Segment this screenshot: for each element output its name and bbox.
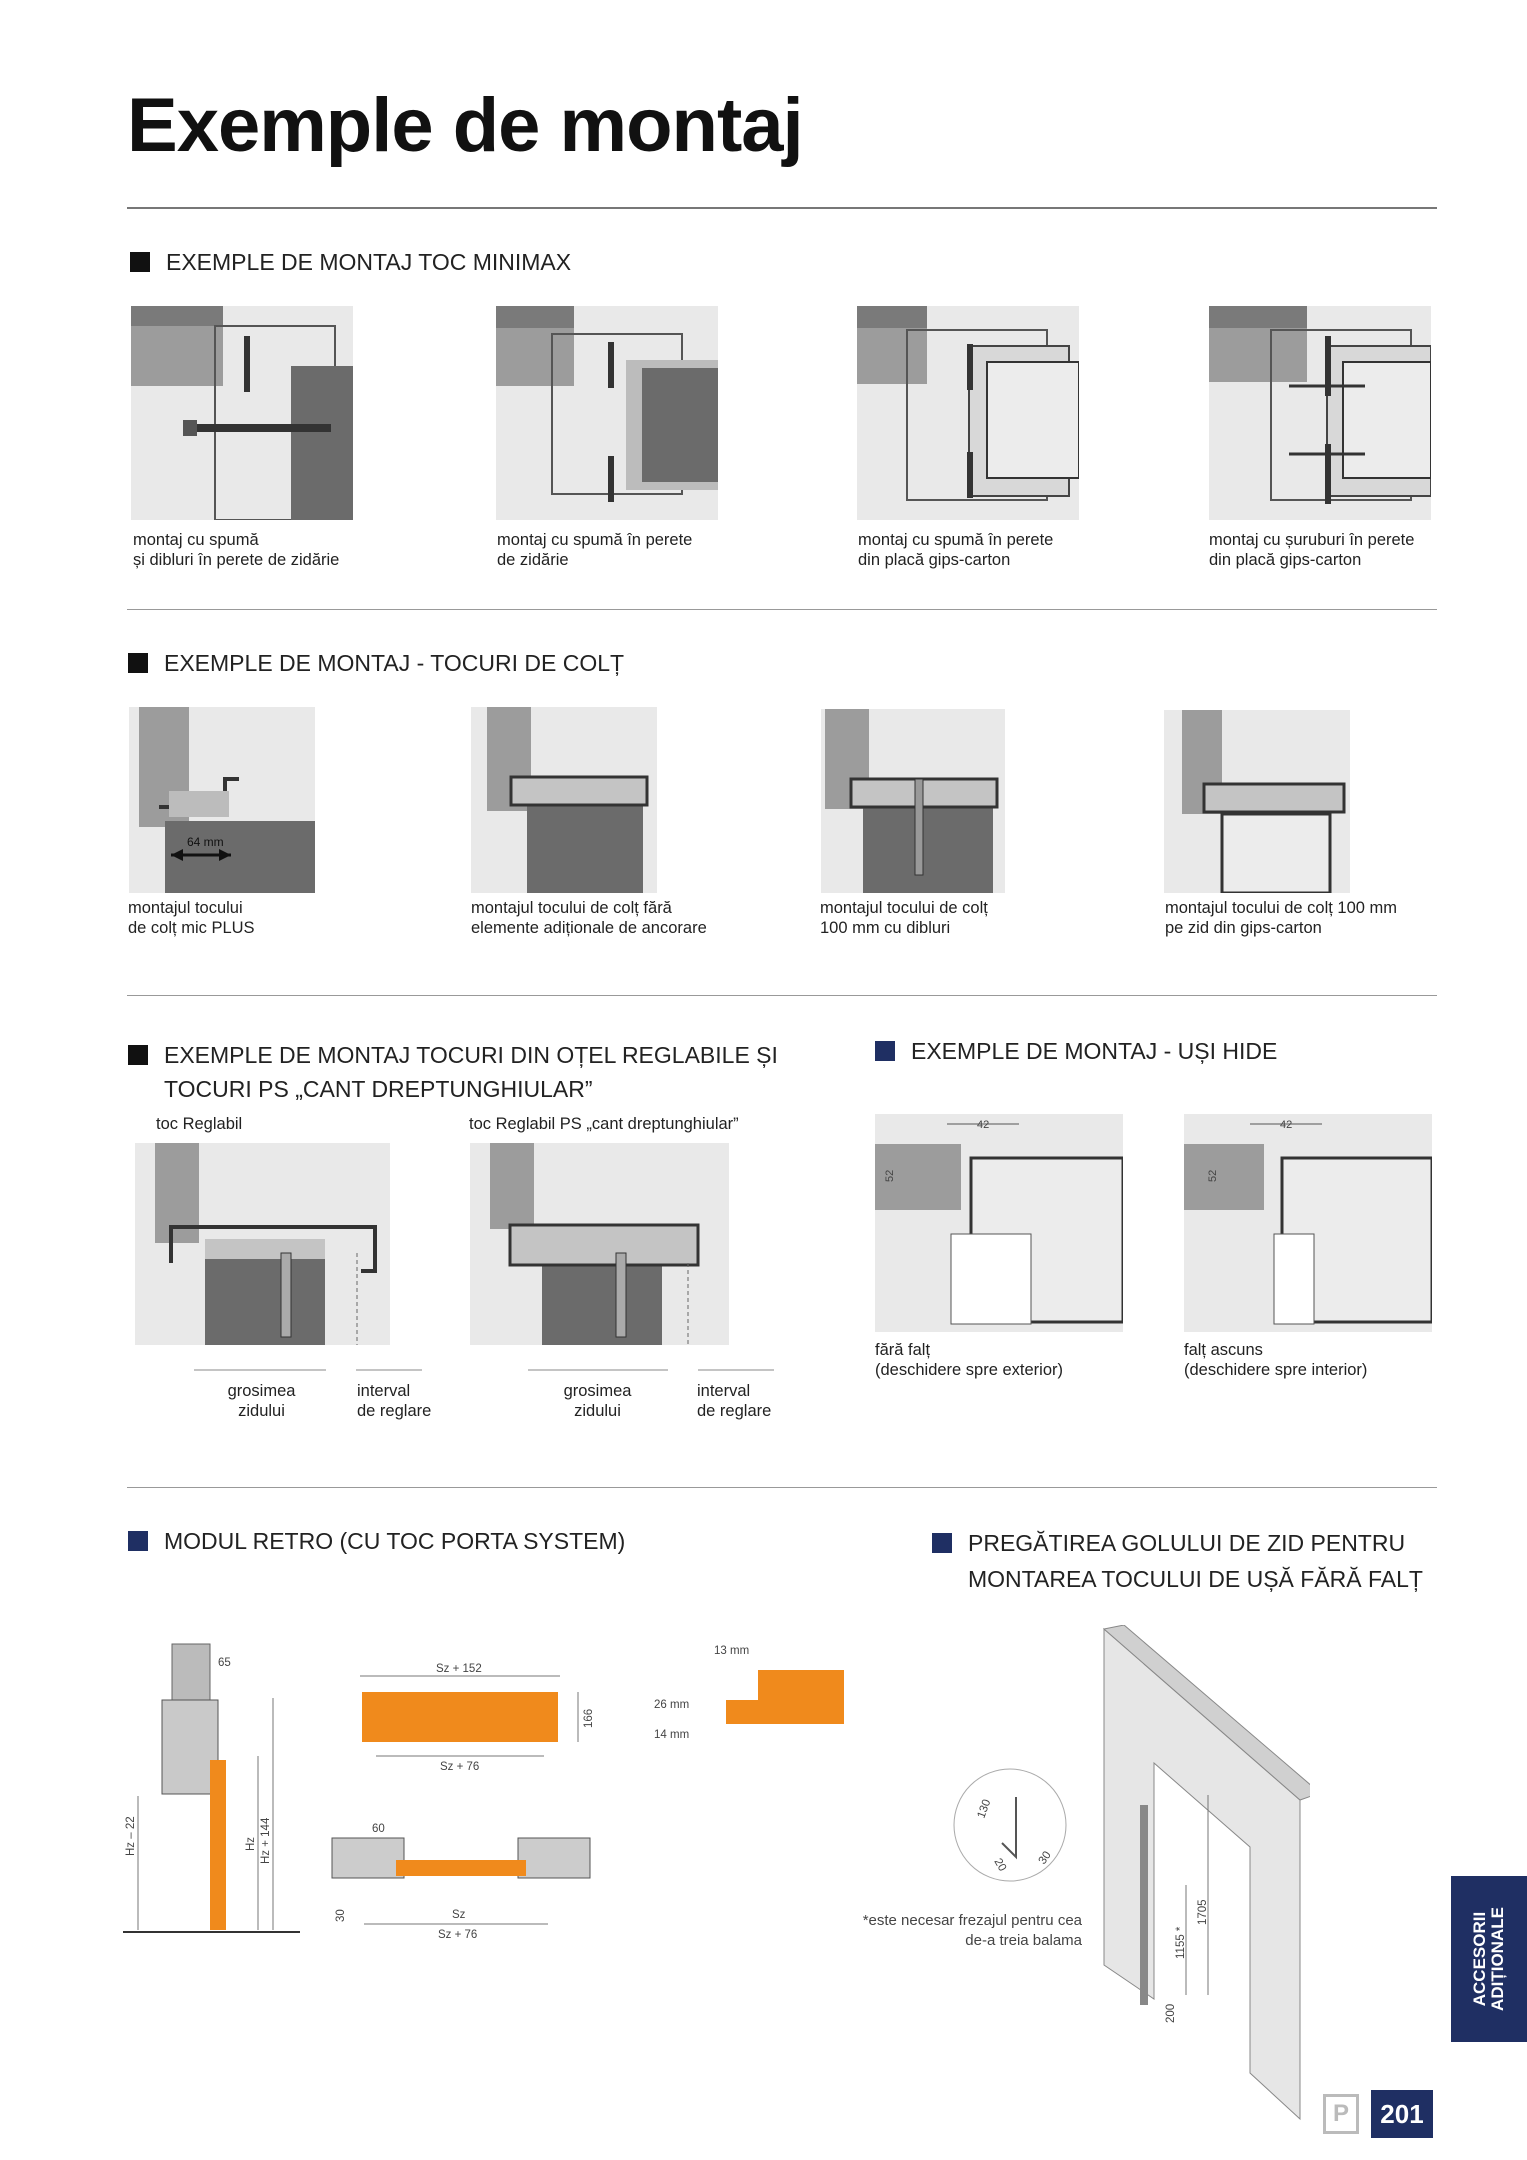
minimax-heading-text: EXEMPLE DE MONTAJ TOC MINIMAX xyxy=(166,249,572,275)
side-tab-label-wrap xyxy=(1451,1876,1527,2042)
minimax-figure-1 xyxy=(131,306,353,520)
title-rule xyxy=(127,207,1437,209)
retro-dim-166: 166 xyxy=(583,1708,595,1728)
prep-note: *este necesar frezajul pentru cea de-a treia balama xyxy=(862,1912,1082,1949)
steel-label-left: toc Reglabil xyxy=(156,1115,243,1133)
retro-dim-hz: Hz xyxy=(245,1836,257,1851)
steel-adjust-range-2: interval de reglare xyxy=(697,1382,772,1420)
prep-dim-130: 130 xyxy=(975,1797,994,1821)
retro-drawings xyxy=(118,1636,858,1956)
corner-heading xyxy=(128,650,624,677)
corner-figure-3 xyxy=(821,709,1005,893)
page-title: Exemple de montaj xyxy=(127,83,803,168)
minimax-heading xyxy=(130,249,571,276)
prep-heading-line2: MONTAREA TOCULUI DE UȘĂ FĂRĂ FALȚ xyxy=(968,1566,1423,1592)
corner-figure-1 xyxy=(129,707,315,893)
retro-dim-sz-152: Sz + 152 xyxy=(436,1663,482,1675)
retro-dim-hz-144: Hz + 144 xyxy=(260,1817,272,1864)
hide-heading xyxy=(875,1038,1277,1065)
retro-dim-13mm: 13 mm xyxy=(714,1645,750,1657)
prep-heading-line1: PREGĂTIREA GOLULUI DE ZID PENTRU xyxy=(968,1530,1406,1556)
heading-marker xyxy=(130,252,150,272)
retro-dim-26mm: 26 mm xyxy=(654,1699,690,1711)
minimax-caption-2: montaj cu spumă în perete de zidărie xyxy=(497,531,693,569)
prep-drawing xyxy=(950,1625,1310,2125)
steel-heading-line1: EXEMPLE DE MONTAJ TOCURI DIN OȚEL REGLABILE ȘI xyxy=(164,1042,778,1068)
heading-marker xyxy=(932,1533,952,1553)
hide-caption-2: falț ascuns (deschidere spre interior) xyxy=(1184,1341,1368,1379)
retro-dim-hz-22: Hz – 22 xyxy=(125,1816,137,1856)
heading-marker xyxy=(128,1045,148,1065)
prep-dim-30: 30 xyxy=(1036,1849,1054,1867)
hide-caption-1: fără falț (deschidere spre exterior) xyxy=(875,1341,1063,1379)
prep-heading xyxy=(932,1525,1423,1597)
retro-heading xyxy=(128,1528,625,1555)
prep-dim-200: 200 xyxy=(1165,2003,1177,2023)
heading-marker xyxy=(128,653,148,673)
page-number: 201 xyxy=(1371,2090,1433,2138)
steel-wall-thickness-1: grosimea zidului xyxy=(227,1382,296,1420)
corner-caption-2: montajul tocului de colț fără elemente adiționale de ancorare xyxy=(471,899,707,937)
prep-dim-1155: 1155 * xyxy=(1175,1926,1187,1959)
minimax-figure-2 xyxy=(496,306,718,520)
side-tab-label: ACCESORII ADIȚIONALE xyxy=(1470,1907,1508,2011)
corner-caption-1: montajul tocului de colț mic PLUS xyxy=(128,899,255,937)
steel-wall-thickness-2: grosimea zidului xyxy=(563,1382,632,1420)
steel-figure-1 xyxy=(135,1143,390,1345)
retro-dim-60: 60 xyxy=(372,1823,385,1835)
steel-adjust-range-1: interval de reglare xyxy=(357,1382,432,1420)
steel-figure-2 xyxy=(470,1143,729,1345)
prep-dim-1705: 1705 xyxy=(1197,1899,1209,1925)
steel-heading-line2: TOCURI PS „CANT DREPTUNGHIULAR” xyxy=(164,1076,593,1102)
corner-figure-4 xyxy=(1164,710,1350,893)
corner-caption-3: montajul tocului de colț 100 mm cu dibluri xyxy=(820,899,988,937)
steel-label-right: toc Reglabil PS „cant dreptunghiular” xyxy=(469,1115,739,1133)
section-rule-3 xyxy=(127,1487,1437,1488)
minimax-caption-3: montaj cu spumă în perete din placă gips-carton xyxy=(858,531,1054,569)
steel-heading xyxy=(128,1038,778,1106)
heading-marker xyxy=(875,1041,895,1061)
corner-dim-label: 64 mm xyxy=(187,835,224,849)
section-rule-1 xyxy=(127,609,1437,610)
prep-dim-20: 20 xyxy=(991,1856,1009,1874)
hide-figure-2 xyxy=(1184,1114,1432,1332)
retro-heading-text: MODUL RETRO (CU TOC PORTA SYSTEM) xyxy=(164,1528,626,1554)
hide-dim-height-1: 52 xyxy=(884,1169,896,1182)
hide-heading-text: EXEMPLE DE MONTAJ - UȘI HIDE xyxy=(911,1038,1278,1064)
corner-heading-text: EXEMPLE DE MONTAJ - TOCURI DE COLȚ xyxy=(164,650,625,676)
hide-dim-width-2: 42 xyxy=(1280,1119,1293,1131)
brand-logo: P xyxy=(1323,2094,1359,2134)
minimax-figure-4 xyxy=(1209,306,1431,520)
retro-dim-sz-76-top: Sz + 76 xyxy=(440,1761,480,1773)
retro-dim-sz: Sz xyxy=(452,1909,466,1921)
hide-figure-1 xyxy=(875,1114,1123,1332)
hide-dim-width-1: 42 xyxy=(977,1119,990,1131)
minimax-caption-1: montaj cu spumă și dibluri în perete de zidărie xyxy=(133,531,340,569)
corner-figure-2 xyxy=(471,707,657,893)
heading-marker xyxy=(128,1531,148,1551)
retro-dim-30: 30 xyxy=(335,1909,347,1922)
corner-caption-4: montajul tocului de colț 100 mm pe zid din gips-carton xyxy=(1165,899,1398,937)
retro-dim-65: 65 xyxy=(218,1657,231,1669)
minimax-figure-3 xyxy=(857,306,1079,520)
minimax-caption-4: montaj cu șuruburi în perete din placă gips-carton xyxy=(1209,531,1415,569)
section-rule-2 xyxy=(127,995,1437,996)
retro-dim-sz-76-bottom: Sz + 76 xyxy=(438,1929,478,1941)
hide-dim-height-2: 52 xyxy=(1207,1169,1219,1182)
retro-dim-14mm: 14 mm xyxy=(654,1729,690,1741)
